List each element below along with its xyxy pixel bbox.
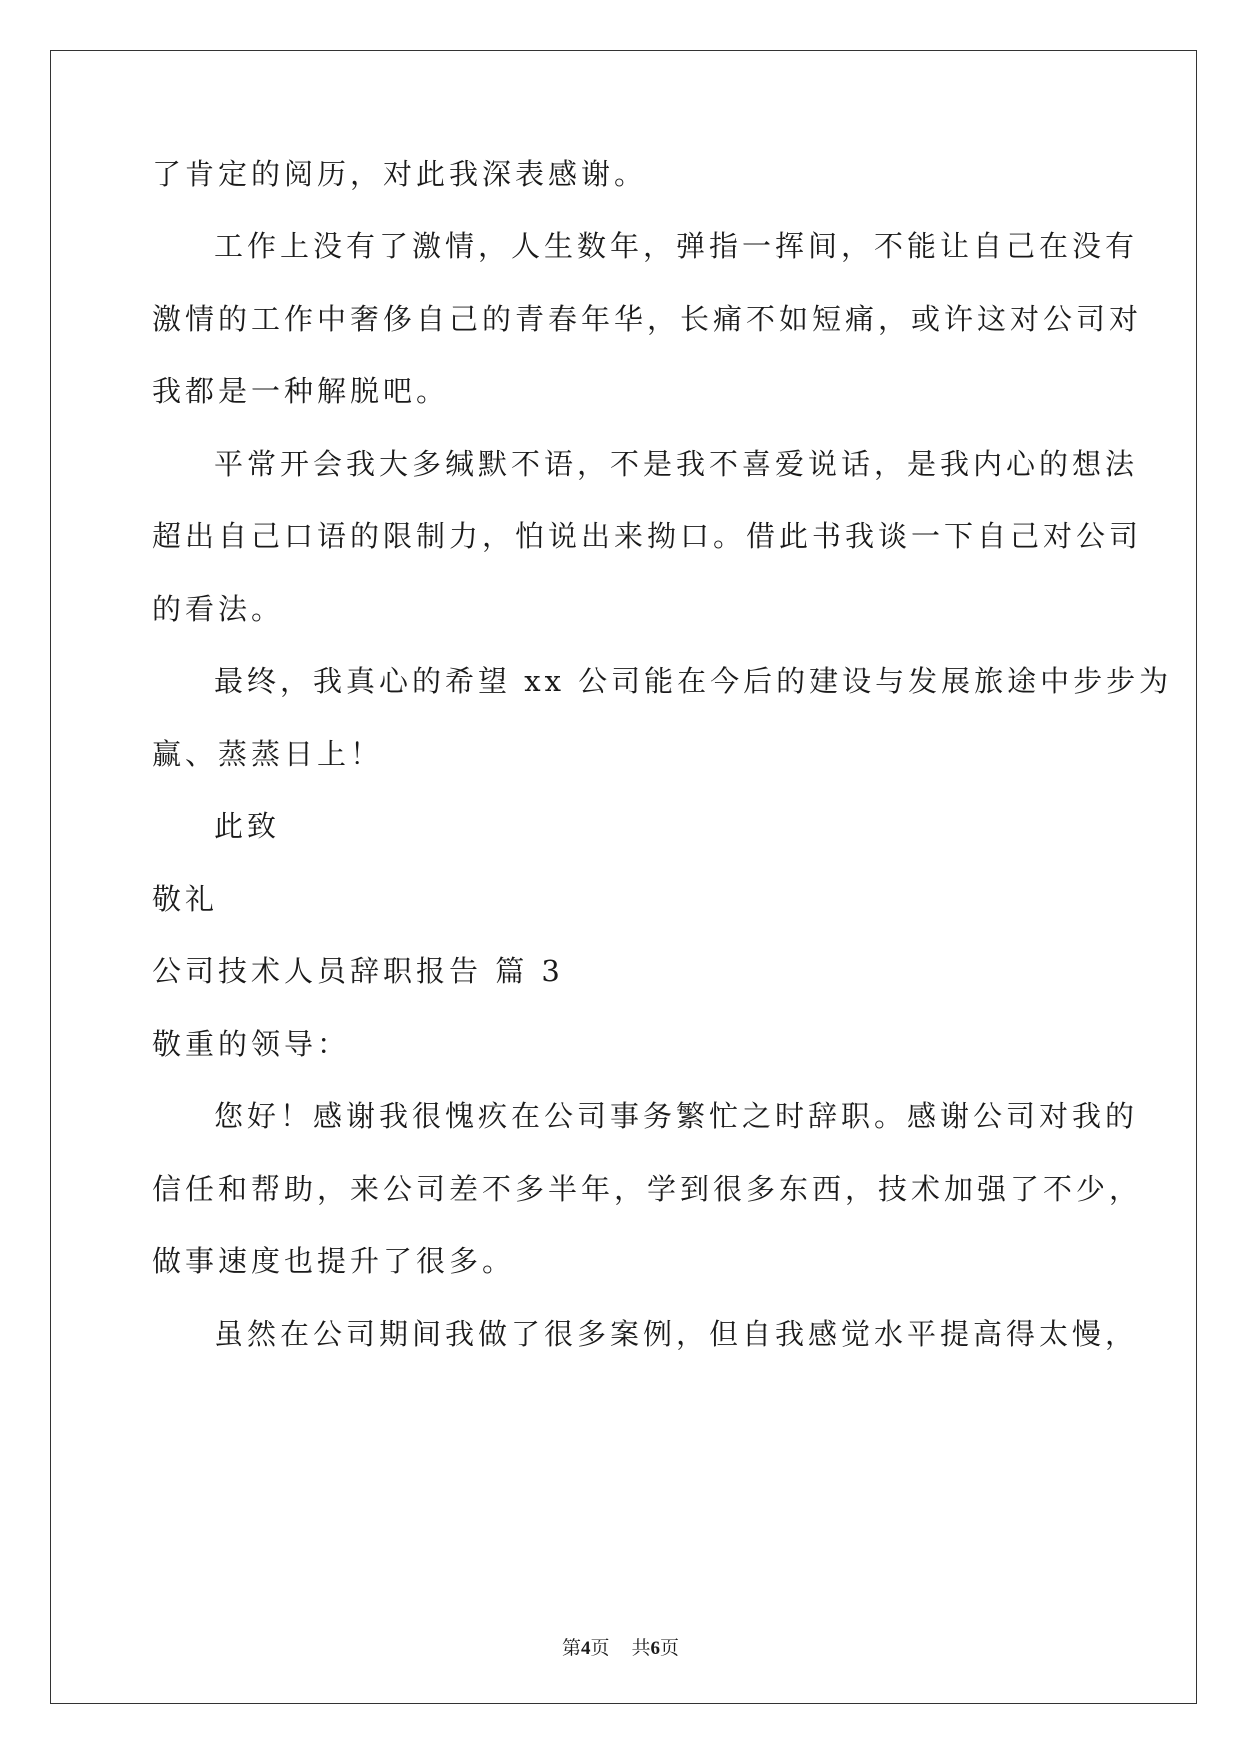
text-line-17: 虽然在公司期间我做了很多案例，但自我感觉水平提高得太慢， xyxy=(214,1317,1139,1351)
page-unit: 页 xyxy=(590,1637,610,1659)
page-total: 6 xyxy=(650,1638,661,1659)
text-line-4: 我都是一种解脱吧。 xyxy=(152,374,450,408)
page-border xyxy=(50,50,1197,1704)
page-prefix: 第 xyxy=(561,1637,581,1659)
text-line-16: 做事速度也提升了很多。 xyxy=(152,1244,516,1278)
text-line-14: 您好！感谢我很愧疚在公司事务繁忙之时辞职。感谢公司对我的 xyxy=(214,1099,1139,1133)
text-line-3: 激情的工作中奢侈自己的青春年华，长痛不如短痛，或许这对公司对 xyxy=(152,302,1143,336)
text-line-7: 的看法。 xyxy=(152,592,285,626)
closing-regards: 敬礼 xyxy=(152,882,219,916)
text-line-15: 信任和帮助，来公司差不多半年，学到很多东西，技术加强了不少， xyxy=(152,1172,1143,1206)
text-line-6: 超出自己口语的限制力，怕说出来拗口。借此书我谈一下自己对公司 xyxy=(152,519,1143,553)
greeting-line: 敬重的领导： xyxy=(152,1027,351,1061)
section-heading: 公司技术人员辞职报告 篇 3 xyxy=(152,954,564,988)
total-unit: 页 xyxy=(660,1637,680,1659)
text-line-1: 了肯定的阅历，对此我深表感谢。 xyxy=(152,157,648,191)
total-prefix: 共 xyxy=(631,1637,651,1659)
text-line-2: 工作上没有了激情，人生数年，弹指一挥间，不能让自己在没有 xyxy=(214,229,1139,263)
text-line-8: 最终，我真心的希望 xx 公司能在今后的建设与发展旅途中步步为 xyxy=(214,664,1173,698)
text-line-9: 赢、蒸蒸日上！ xyxy=(152,737,384,771)
page-footer xyxy=(0,1633,1241,1660)
text-line-5: 平常开会我大多缄默不语，不是我不喜爱说话，是我内心的想法 xyxy=(214,447,1139,481)
page-current: 4 xyxy=(580,1638,591,1659)
closing-salutation: 此致 xyxy=(214,809,281,843)
